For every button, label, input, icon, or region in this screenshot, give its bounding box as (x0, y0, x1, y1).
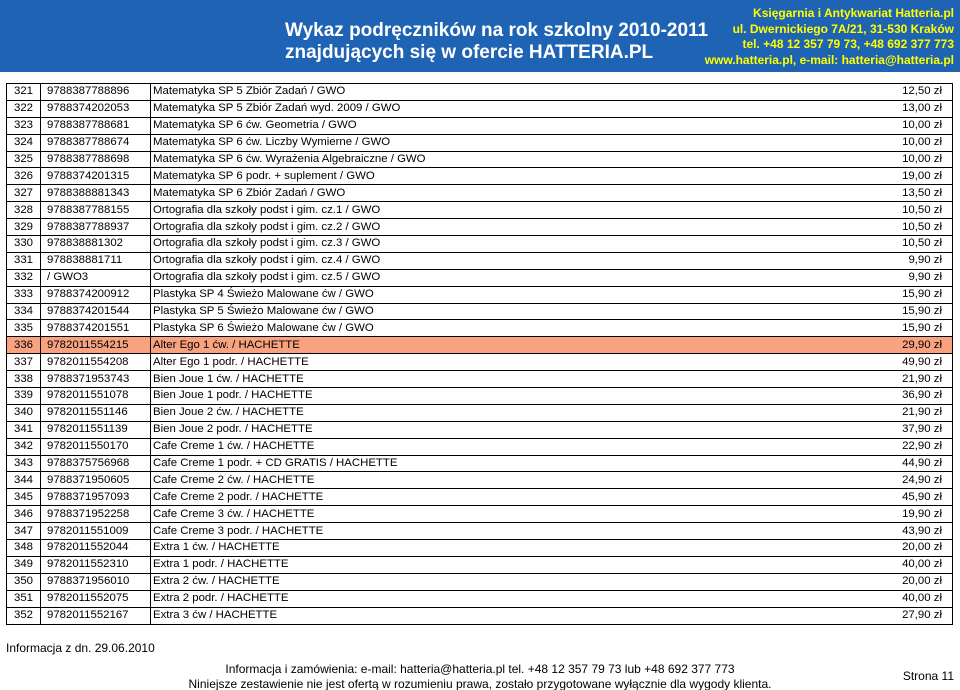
row-title: Matematyka SP 6 ćw. Geometria / GWO (151, 117, 823, 134)
page-title (285, 20, 708, 64)
table-row (7, 286, 953, 303)
row-price: 15,90 zł (823, 303, 953, 320)
row-title: Matematyka SP 6 ćw. Wyrażenia Algebraiczne / GWO (151, 151, 823, 168)
row-price: 29,90 zł (823, 337, 953, 354)
row-title: Alter Ego 1 ćw. / HACHETTE (151, 337, 823, 354)
row-isbn: 9788387788896 (41, 84, 151, 101)
row-price: 19,00 zł (823, 168, 953, 185)
table-row (7, 117, 953, 134)
shop-address: ul. Dwernickiego 7A/21, 31-530 Kraków (732, 21, 954, 36)
row-price: 10,50 zł (823, 202, 953, 219)
row-isbn: 9782011551139 (41, 421, 151, 438)
table-row (7, 168, 953, 185)
row-number: 340 (7, 404, 41, 421)
row-number: 351 (7, 590, 41, 607)
table-row (7, 540, 953, 557)
row-isbn: 9788371957093 (41, 489, 151, 506)
row-title: Matematyka SP 6 ćw. Liczby Wymierne / GWO (151, 134, 823, 151)
shop-name: Księgarnia i Antykwariat Hatteria.pl (753, 6, 954, 20)
row-isbn: 9782011552044 (41, 540, 151, 557)
table-row (7, 421, 953, 438)
row-number: 323 (7, 117, 41, 134)
row-number: 343 (7, 455, 41, 472)
row-title: Cafe Creme 2 podr. / HACHETTE (151, 489, 823, 506)
table-row (7, 219, 953, 236)
contact-info: Informacja i zamówienia: e-mail: hatteria@hatteria.pl tel. +48 12 357 79 73 lub +48 692 377 773 (225, 662, 735, 676)
row-number: 344 (7, 472, 41, 489)
row-title: Alter Ego 1 podr. / HACHETTE (151, 354, 823, 371)
row-price: 36,90 zł (823, 388, 953, 405)
row-price: 12,50 zł (823, 84, 953, 101)
row-number: 346 (7, 506, 41, 523)
row-title: Ortografia dla szkoły podst i gim. cz.3 / GWO (151, 236, 823, 253)
row-number: 328 (7, 202, 41, 219)
row-price: 43,90 zł (823, 523, 953, 540)
row-number: 348 (7, 540, 41, 557)
row-isbn: 9788387788937 (41, 219, 151, 236)
table-row (7, 388, 953, 405)
row-isbn: 9788371952258 (41, 506, 151, 523)
row-price: 24,90 zł (823, 472, 953, 489)
row-number: 329 (7, 219, 41, 236)
table-row (7, 590, 953, 607)
row-isbn: 9788387788674 (41, 134, 151, 151)
row-number: 325 (7, 151, 41, 168)
row-price: 40,00 zł (823, 590, 953, 607)
row-isbn: 9788374200912 (41, 286, 151, 303)
row-isbn: / GWO3 (41, 269, 151, 286)
row-price: 15,90 zł (823, 286, 953, 303)
row-price: 22,90 zł (823, 438, 953, 455)
row-title: Extra 1 podr. / HACHETTE (151, 556, 823, 573)
table-row (7, 506, 953, 523)
table-row (7, 489, 953, 506)
row-number: 335 (7, 320, 41, 337)
row-title: Bien Joue 2 ćw. / HACHETTE (151, 404, 823, 421)
row-title: Plastyka SP 6 Świeżo Malowane ćw / GWO (151, 320, 823, 337)
table-row (7, 573, 953, 590)
row-isbn: 9788374202053 (41, 100, 151, 117)
table-row (7, 455, 953, 472)
row-price: 37,90 zł (823, 421, 953, 438)
row-number: 347 (7, 523, 41, 540)
shop-web: www.hatteria.pl, e-mail: hatteria@hatteria.pl (704, 52, 954, 67)
page-title-line2: znajdujących się w ofercie HATTERIA.PL (285, 42, 654, 63)
row-price: 21,90 zł (823, 371, 953, 388)
row-title: Cafe Creme 3 podr. / HACHETTE (151, 523, 823, 540)
row-isbn: 9782011550170 (41, 438, 151, 455)
row-isbn: 9782011554215 (41, 337, 151, 354)
row-title: Matematyka SP 6 podr. + suplement / GWO (151, 168, 823, 185)
row-number: 338 (7, 371, 41, 388)
row-price: 10,00 zł (823, 134, 953, 151)
row-title: Cafe Creme 3 ćw. / HACHETTE (151, 506, 823, 523)
table-row (7, 337, 953, 354)
row-isbn: 9788371953743 (41, 371, 151, 388)
textbook-table (6, 83, 953, 625)
row-number: 332 (7, 269, 41, 286)
row-isbn: 9782011554208 (41, 354, 151, 371)
row-title: Plastyka SP 5 Świeżo Malowane ćw / GWO (151, 303, 823, 320)
row-title: Ortografia dla szkoły podst i gim. cz.5 / GWO (151, 269, 823, 286)
table-row (7, 320, 953, 337)
row-price: 19,90 zł (823, 506, 953, 523)
row-number: 321 (7, 84, 41, 101)
row-title: Bien Joue 1 ćw. / HACHETTE (151, 371, 823, 388)
row-title: Bien Joue 2 podr. / HACHETTE (151, 421, 823, 438)
row-isbn: 9782011552075 (41, 590, 151, 607)
row-number: 345 (7, 489, 41, 506)
table-row (7, 404, 953, 421)
textbook-table-body (7, 84, 953, 625)
row-isbn: 9782011551146 (41, 404, 151, 421)
page-header (0, 0, 960, 72)
row-isbn: 9782011551078 (41, 388, 151, 405)
table-row (7, 185, 953, 202)
table-row (7, 236, 953, 253)
row-price: 21,90 zł (823, 404, 953, 421)
info-date: Informacja z dn. 29.06.2010 (6, 641, 155, 655)
row-price: 15,90 zł (823, 320, 953, 337)
row-title: Extra 3 ćw / HACHETTE (151, 607, 823, 624)
row-isbn: 9788371956010 (41, 573, 151, 590)
row-price: 44,90 zł (823, 455, 953, 472)
row-isbn: 9788374201544 (41, 303, 151, 320)
row-title: Extra 1 ćw. / HACHETTE (151, 540, 823, 557)
row-price: 9,90 zł (823, 269, 953, 286)
row-title: Extra 2 podr. / HACHETTE (151, 590, 823, 607)
row-isbn: 9788387788681 (41, 117, 151, 134)
row-isbn: 9788371950605 (41, 472, 151, 489)
row-title: Matematyka SP 6 Zbiór Zadań / GWO (151, 185, 823, 202)
table-row (7, 523, 953, 540)
row-price: 20,00 zł (823, 573, 953, 590)
row-isbn: 9788375756968 (41, 455, 151, 472)
row-price: 27,90 zł (823, 607, 953, 624)
row-price: 13,00 zł (823, 100, 953, 117)
row-isbn: 9788387788155 (41, 202, 151, 219)
row-title: Ortografia dla szkoły podst i gim. cz.4 / GWO (151, 252, 823, 269)
row-number: 333 (7, 286, 41, 303)
table-row (7, 134, 953, 151)
table-row (7, 371, 953, 388)
row-title: Cafe Creme 2 ćw. / HACHETTE (151, 472, 823, 489)
shop-info (705, 6, 954, 68)
row-number: 350 (7, 573, 41, 590)
row-isbn: 9782011552310 (41, 556, 151, 573)
row-number: 342 (7, 438, 41, 455)
row-price: 20,00 zł (823, 540, 953, 557)
row-number: 339 (7, 388, 41, 405)
row-number: 327 (7, 185, 41, 202)
row-isbn: 978838881711 (41, 252, 151, 269)
table-row (7, 607, 953, 624)
row-isbn: 9788387788698 (41, 151, 151, 168)
row-number: 337 (7, 354, 41, 371)
row-isbn: 9788388881343 (41, 185, 151, 202)
row-isbn: 978838881302 (41, 236, 151, 253)
row-title: Cafe Creme 1 podr. + CD GRATIS / HACHETTE (151, 455, 823, 472)
row-isbn: 9782011552167 (41, 607, 151, 624)
row-price: 49,90 zł (823, 354, 953, 371)
row-price: 10,00 zł (823, 151, 953, 168)
row-title: Extra 2 ćw. / HACHETTE (151, 573, 823, 590)
row-title: Cafe Creme 1 ćw. / HACHETTE (151, 438, 823, 455)
row-number: 336 (7, 337, 41, 354)
row-number: 324 (7, 134, 41, 151)
page-title-line1: Wykaz podręczników na rok szkolny 2010-2011 (285, 20, 709, 41)
row-price: 40,00 zł (823, 556, 953, 573)
row-isbn: 9782011551009 (41, 523, 151, 540)
row-title: Matematyka SP 5 Zbiór Zadań wyd. 2009 / GWO (151, 100, 823, 117)
row-price: 45,90 zł (823, 489, 953, 506)
row-price: 13,50 zł (823, 185, 953, 202)
disclaimer: Niniejsze zestawienie nie jest ofertą w rozumieniu prawa, zostało przygotowane wyłącznie dla wygody klienta. (188, 677, 772, 690)
table-row (7, 438, 953, 455)
row-number: 326 (7, 168, 41, 185)
row-number: 352 (7, 607, 41, 624)
row-title: Matematyka SP 5 Zbiór Zadań / GWO (151, 84, 823, 101)
table-row (7, 252, 953, 269)
row-number: 330 (7, 236, 41, 253)
row-title: Ortografia dla szkoły podst i gim. cz.1 / GWO (151, 202, 823, 219)
row-price: 10,50 zł (823, 219, 953, 236)
table-row (7, 100, 953, 117)
table-row (7, 269, 953, 286)
table-row (7, 151, 953, 168)
table-row (7, 84, 953, 101)
row-price: 9,90 zł (823, 252, 953, 269)
table-row (7, 202, 953, 219)
row-number: 349 (7, 556, 41, 573)
row-number: 331 (7, 252, 41, 269)
row-price: 10,50 zł (823, 236, 953, 253)
row-isbn: 9788374201551 (41, 320, 151, 337)
row-title: Plastyka SP 4 Świeżo Malowane ćw / GWO (151, 286, 823, 303)
row-number: 334 (7, 303, 41, 320)
table-row (7, 556, 953, 573)
row-title: Ortografia dla szkoły podst i gim. cz.2 / GWO (151, 219, 823, 236)
row-number: 341 (7, 421, 41, 438)
table-row (7, 303, 953, 320)
shop-phone: tel. +48 12 357 79 73, +48 692 377 773 (742, 37, 954, 51)
row-isbn: 9788374201315 (41, 168, 151, 185)
page-number: Strona 11 (902, 669, 954, 683)
table-row (7, 354, 953, 371)
table-row (7, 472, 953, 489)
row-title: Bien Joue 1 podr. / HACHETTE (151, 388, 823, 405)
row-price: 10,00 zł (823, 117, 953, 134)
row-number: 322 (7, 100, 41, 117)
